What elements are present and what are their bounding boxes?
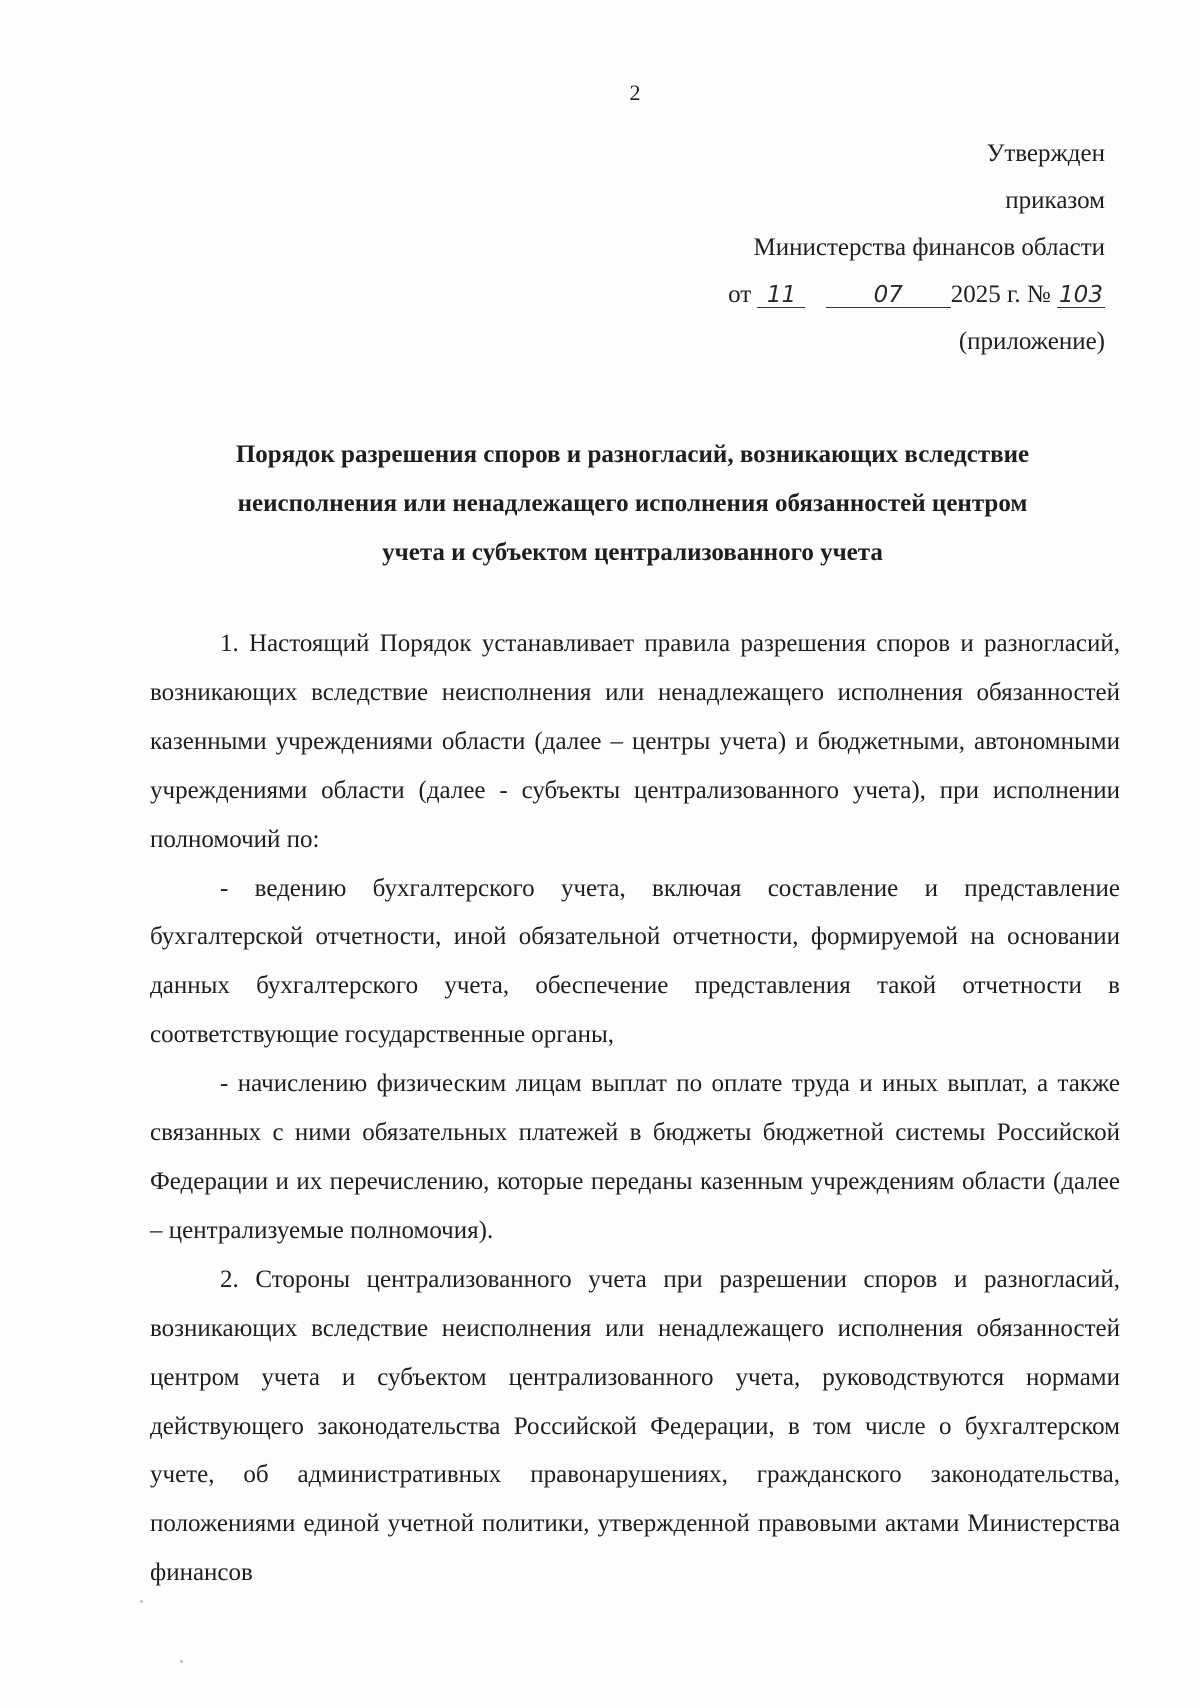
page-number: 2 [629, 80, 641, 105]
approval-line-order: приказом [1005, 187, 1105, 214]
title-line-2: неисполнения или ненадлежащего исполнения обязанностей центром [237, 490, 1028, 517]
paragraph-bullet-accounting: - ведению бухгалтерского учета, включая составление и представление бухгалтерской отчетности, иной обязательной отчетности, формируемой на основании данных бухгалтерского учета, обеспечение представления такой отчетности в соответствующие государственные органы, [150, 874, 1120, 1049]
paragraph-1: 1. Настоящий Порядок устанавливает правила разрешения споров и разногласий, возникающих вследствие неисполнения или ненадлежащего исполнения обязанностей казенными учреждениями области (далее – центры учета) и бюджетными, автономными учреждениями области (далее - субъекты централизованного учета), при исполнении полномочий по: [150, 630, 1120, 853]
approval-line-approved: Утвержден [986, 140, 1105, 167]
order-number-handwritten: 103 [1057, 283, 1105, 308]
date-month-handwritten: 07 [826, 283, 951, 308]
scan-speck [140, 1600, 143, 1603]
paragraph-bullet-payroll: - начислению физическим лицам выплат по оплате труда и иных выплат, а также связанных с ними обязательных платежей в бюджеты бюджетной системы Российской Федерации и их перечислению, которые переданы казенным учреждениям области (далее – централизуемые полномочия). [150, 1070, 1120, 1244]
title-line-1: Порядок разрешения споров и разногласий, возникающих вследствие [235, 441, 1030, 468]
approval-line-ministry: Министерства финансов области [753, 234, 1105, 261]
document-title [150, 430, 1115, 577]
date-prefix: от [728, 281, 752, 308]
date-day-handwritten: 11 [757, 283, 805, 308]
approval-note: (приложение) [958, 328, 1105, 355]
paragraph-2: 2. Стороны централизованного учета при разрешении споров и разногласий, возникающих вследствие неисполнения или ненадлежащего исполнения обязанностей центром учета и субъектом централизованного учета, руководствуются нормами действующего законодательства Российской Федерации, в том числе о бухгалтерском учете, об административных правонарушениях, гражданского законодательства, положениями единой учетной политики, утвержденной правовыми актами Министерства финансов [150, 1265, 1120, 1587]
date-year-and-number-label: 2025 г. № [950, 281, 1051, 308]
approval-block [728, 130, 1105, 365]
scan-speck [180, 1660, 183, 1663]
title-line-3: учета и субъектом централизованного учета [382, 539, 883, 566]
document-body [150, 620, 1120, 1598]
approval-date-line [728, 271, 1105, 318]
